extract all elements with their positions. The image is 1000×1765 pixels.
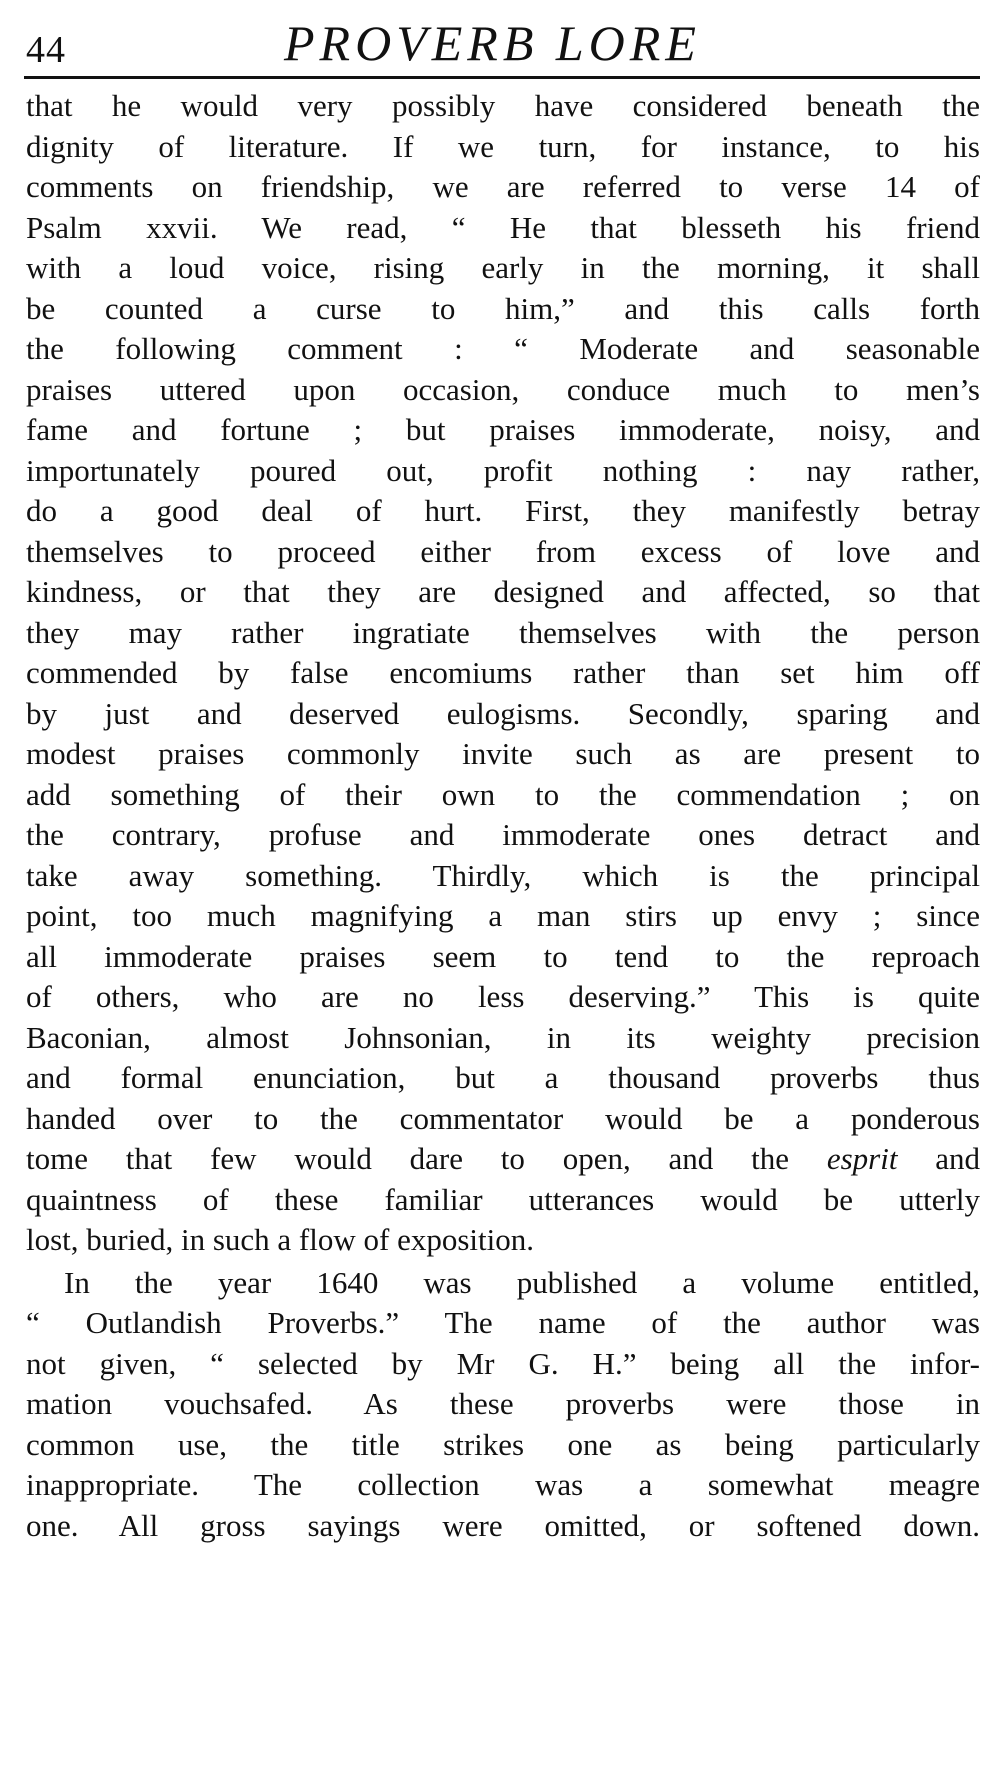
page-number: 44: [26, 29, 66, 71]
text-line: Psalm xxvii. We read, “ He that blesseth his friend: [26, 209, 980, 245]
text-line-with-italic: [26, 1139, 980, 1180]
text-line: one. All gross sayings were omitted, or softened down.: [26, 1507, 980, 1543]
text-line: add something of their own to the commendation ; on: [26, 776, 980, 812]
text-line: point, too much magnifying a man stirs up envy ; since: [26, 898, 980, 933]
text-line: modest praises commonly invite such as are present to: [26, 736, 980, 771]
text-line: do a good deal of hurt. First, they manifestly betray: [26, 493, 980, 528]
text-line: fame and fortune ; but praises immoderate, noisy, and: [26, 412, 980, 447]
text-line: comments on friendship, we are referred to verse 14 of: [26, 169, 980, 204]
text-line: the contrary, profuse and immoderate ones detract and: [26, 817, 980, 852]
text-line: and formal enunciation, but a thousand proverbs thus: [26, 1060, 980, 1095]
text-line: the following comment : “ Moderate and seasonable: [26, 331, 980, 366]
text-line: with a loud voice, rising early in the morning, it shall: [26, 250, 980, 285]
text-line: commended by false encomiums rather than set him off: [26, 655, 980, 690]
text-line: of others, who are no less deserving.” This is quite: [26, 979, 980, 1014]
text-line: mation vouchsafed. As these proverbs were those in: [26, 1386, 980, 1421]
text-line: importunately poured out, profit nothing : nay rather,: [26, 452, 980, 488]
text-segment: and: [935, 1141, 980, 1176]
running-title: PROVERB LORE: [284, 15, 701, 71]
text-line: praises uttered upon occasion, conduce much to men’s: [26, 371, 980, 407]
text-line: themselves to proceed either from excess of love and: [26, 533, 980, 569]
text-line: handed over to the commentator would be a ponderous: [26, 1100, 980, 1136]
header-rule: [24, 76, 980, 79]
text-line: all immoderate praises seem to tend to the reproach: [26, 938, 980, 974]
paragraph-2: [26, 1263, 980, 1547]
text-line: dignity of literature. If we turn, for instance, to his: [26, 128, 980, 164]
text-line: In the year 1640 was published a volume entitled,: [64, 1264, 980, 1300]
italic-word-esprit: esprit: [826, 1141, 898, 1176]
text-line: take away something. Thirdly, which is the principal: [26, 857, 980, 893]
text-line: by just and deserved eulogisms. Secondly, sparing and: [26, 695, 980, 731]
text-line: not given, “ selected by Mr G. H.” being all the infor-: [26, 1345, 980, 1381]
text-line: kindness, or that they are designed and affected, so that: [26, 574, 980, 609]
text-line: quaintness of these familiar utterances would be utterly: [26, 1181, 980, 1217]
text-line: “ Outlandish Proverbs.” The name of the author was: [26, 1305, 980, 1340]
paragraph-1: [26, 86, 980, 1261]
text-line: inappropriate. The collection was a somewhat meagre: [26, 1467, 980, 1502]
text-line: they may rather ingratiate themselves with the person: [26, 614, 980, 650]
text-segment: tome that few would dare to open, and the: [26, 1141, 789, 1176]
text-line: common use, the title strikes one as being particularly: [26, 1426, 980, 1462]
text-line: Baconian, almost Johnsonian, in its weighty precision: [26, 1019, 980, 1055]
page-header: [24, 8, 980, 80]
text-line: be counted a curse to him,” and this calls forth: [26, 290, 980, 326]
text-line: that he would very possibly have considered beneath the: [26, 88, 980, 123]
body-text: [26, 86, 980, 1546]
text-line: lost, buried, in such a flow of exposition.: [26, 1222, 534, 1257]
